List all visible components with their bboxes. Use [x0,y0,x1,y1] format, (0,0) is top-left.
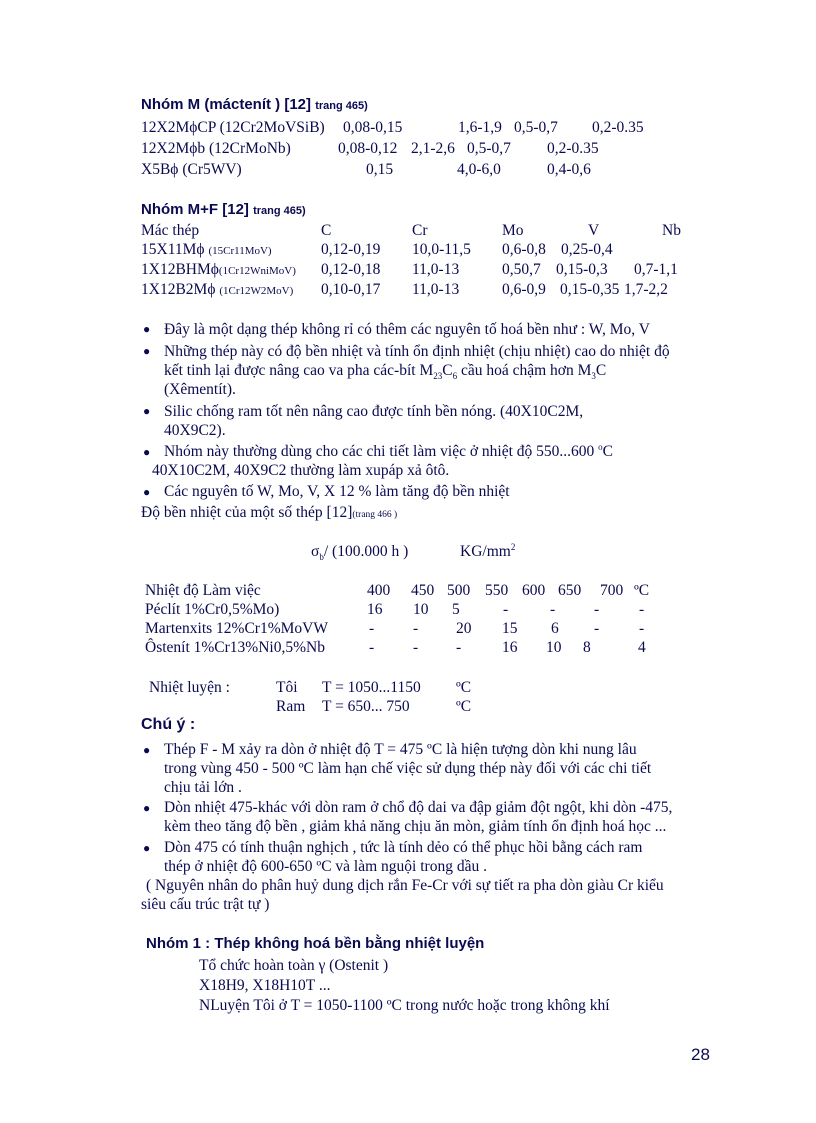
temp-header-label: Nhiệt độ Làm việc [145,582,261,599]
cell: 20 [456,620,472,637]
temp-500: 500 [447,582,471,599]
cell: 16 [502,639,518,656]
mf-header-c: C [321,222,332,239]
bullet-2-line-3: (Xêmentít). [164,381,236,398]
m-row-1-c: 0,08-0,15 [343,119,403,136]
cell: - [413,639,419,656]
m-row-2-name: 12X2Mϕb (12CrMoNb) [141,140,291,157]
heat-ram-unit: ºC [456,698,472,715]
chu-y-2-line-1: Dòn nhiệt 475-khác với dòn ram ở chổ độ dai va đập giảm đột ngột, khi dòn -475, [164,799,673,816]
cell: - [594,620,600,637]
bullet-5-text: Các nguyên tố W, Mo, V, X 12 % làm tăng độ bền nhiệt [164,483,510,500]
mf-row-3-nb: 1,7-2,2 [624,281,668,298]
temp-550: 550 [485,582,509,599]
cell: 10 [413,601,429,618]
mf-row-1-cr: 10,0-11,5 [412,241,471,258]
bullet-icon: ● [143,445,151,459]
bullet-4-line-2: 40X10C2M, 40X9C2 thường làm xupáp xả ôtô. [152,462,450,479]
temp-400: 400 [367,582,391,599]
mf-row-3-v: 0,15-0,35 [560,281,620,298]
cell: - [413,620,419,637]
cell: 4 [638,639,646,656]
temp-unit: ºC [634,582,650,599]
mf-header-cr: Cr [412,222,428,239]
mf-row-1-mo: 0,6-0,8 [502,241,546,258]
mf-row-2-v: 0,15-0,3 [556,261,608,278]
cell: 16 [367,601,383,618]
bullet-icon: ● [143,485,151,499]
heading-group-m: Nhóm M (máctenít ) [12] trang 465) [141,96,368,113]
chu-y-1-line-1: Thép F - M xảy ra dòn ở nhiệt độ T = 475 ºC là hiện tượng dòn khi nung lâu [164,741,637,758]
mf-row-1-name: 15X11Mϕ (15Cr11MoV) [141,241,272,258]
cell: - [639,601,645,618]
heat-ram: Ram [276,698,306,715]
mf-row-2-name: 1X12BHMϕ(1Cr12WniMoV) [141,261,296,278]
strength-formula: $\sigma_b/$ (100.000 h ) [311,543,409,563]
mf-header-grade: Mác thép [141,222,200,239]
mf-row-3-cr: 11,0-13 [412,281,460,298]
bullet-1-text: Đây là một dạng thép không rỉ có thêm các nguyên tố hoá bền như : W, Mo, V [164,321,650,338]
bullet-icon: ● [143,801,151,815]
group1-line-3: NLuyện Tôi ở T = 1050-1100 ºC trong nước hoặc trong không khí [199,997,610,1014]
group1-line-2: X18H9, X18H10T ... [199,977,331,994]
mf-row-1-v: 0,25-0,4 [561,241,613,258]
bullet-icon: ● [143,743,151,757]
bullet-2-line-1: Những thép này có độ bền nhiệt và tính ổn định nhiệt (chịu nhiệt) cao do nhiệt độ [164,343,670,360]
page-number: 28 [691,1045,710,1064]
cell: - [550,601,556,618]
row-peclit-label: Péclít 1%Cr0,5%Mo) [145,601,280,618]
bullet-icon: ● [143,322,151,336]
heat-toi-value: T = 1050...1150 [322,679,421,696]
row-ostenit-label: Ôstenít 1%Cr13%Ni0,5%Nb [145,639,325,656]
cell: - [639,620,645,637]
mf-row-2-nb: 0,7-1,1 [634,261,678,278]
heading-group-mf: Nhóm M+F [12] trang 465) [141,201,306,218]
m-row-3-mo: 0,4-0,6 [547,161,591,178]
m-row-2-cr: 2,1-2,6 [411,140,455,157]
mf-row-3-name: 1X12B2Mϕ (1Cr12W2MoV) [141,281,294,298]
chu-y-paren-line-1: ( Nguyên nhân do phân huỷ dung dịch rắn Fe-Cr với sự tiết ra pha dòn giàu Cr kiểu [146,877,664,894]
cell: 15 [502,620,518,637]
m-row-2-v: 0,2-0.35 [547,140,599,157]
chu-y-paren-line-2: siêu cấu trúc trật tự ) [141,896,270,913]
cell: 6 [551,620,559,637]
cell: - [594,601,600,618]
row-martenxit-label: Martenxits 12%Cr1%MoVW [145,620,328,637]
m-row-3-name: X5Bϕ (Cr5WV) [141,161,242,178]
heading-group-1: Nhóm 1 : Thép không hoá bền bằng nhiệt luyện [146,935,485,952]
m-row-1-v: 0,2-0.35 [592,119,644,136]
temp-450: 450 [411,582,435,599]
bullet-4-line-1: Nhóm này thường dùng cho các chi tiết làm việc ở nhiệt độ 550...600 $^o$C [164,441,614,460]
m-row-3-cr: 4,0-6,0 [457,161,501,178]
mf-header-mo: Mo [502,222,524,239]
m-row-1-mo: 0,5-0,7 [514,119,558,136]
cell: - [369,620,375,637]
temp-650: 650 [558,582,582,599]
bullet-3-line-2: 40X9C2). [164,422,226,439]
temp-700: 700 [600,582,624,599]
temp-600: 600 [522,582,546,599]
m-row-1-cr: 1,6-1,9 [458,119,502,136]
mf-row-1-c: 0,12-0,19 [321,241,381,258]
mf-row-2-c: 0,12-0,18 [321,261,381,278]
group1-line-1: Tổ chức hoàn toàn γ (Ostenit ) [199,957,389,974]
m-row-3-c: 0,15 [366,161,394,178]
chu-y-1-line-2: trong vùng 450 - 500 ºC làm hạn chế việc sử dụng thép này đối với các chi tiết [164,760,652,777]
chu-y-3-line-2: thép ở nhiệt độ 600-650 ºC và làm nguội trong dầu . [164,858,487,875]
bullet-3-line-1: Silic chống ram tốt nên nâng cao được tính bền nóng. (40X10C2M, [164,403,584,420]
chu-y-1-line-3: chịu tải lớn . [164,779,242,796]
bullet-icon: ● [143,344,151,358]
cell: 5 [452,601,460,618]
strength-unit: $KG/mm^2$ [460,541,516,560]
heat-toi-unit: ºC [456,679,472,696]
cell: - [369,639,375,656]
mf-header-v: V [588,222,600,239]
chu-y-3-line-1: Dòn 475 có tính thuận nghịch , tức là tính dẻo có thể phục hồi bằng cách ram [164,839,643,856]
cell: 8 [583,639,591,656]
heading-chu-y: Chú ý : [141,716,196,733]
mf-header-nb: Nb [662,222,681,239]
heat-toi: Tôi [276,679,298,696]
mf-row-3-mo: 0,6-0,9 [502,281,546,298]
cell: 10 [546,639,562,656]
m-row-1-name: 12X2MϕCP (12Cr2MoVSiB) [141,119,325,136]
bullet-icon: ● [143,841,151,855]
bullet-2-line-2: kết tinh lại được nâng cao va pha các-bít $M_{23}C_6$ cầu hoá chậm hơn $M_3C$ [164,362,607,382]
mf-row-3-c: 0,10-0,17 [321,281,381,298]
bullet-icon: ● [143,404,151,418]
m-row-2-mo: 0,5-0,7 [467,140,511,157]
m-row-2-c: 0,08-0,12 [338,140,398,157]
mf-row-2-mo: 0,50,7 [502,261,541,278]
mf-row-2-cr: 11,0-13 [412,261,460,278]
chu-y-2-line-2: kèm theo tăng độ bền , giảm khả năng chịu ăn mòn, giảm tính ổn định hoá học ... [164,818,667,835]
strength-note: Độ bền nhiệt của một số thép [12](trang 466 ) [141,504,398,521]
cell: - [503,601,509,618]
heat-label: Nhiệt luyện : [149,679,230,696]
cell: - [456,639,462,656]
heat-ram-value: T = 650... 750 [322,698,410,715]
